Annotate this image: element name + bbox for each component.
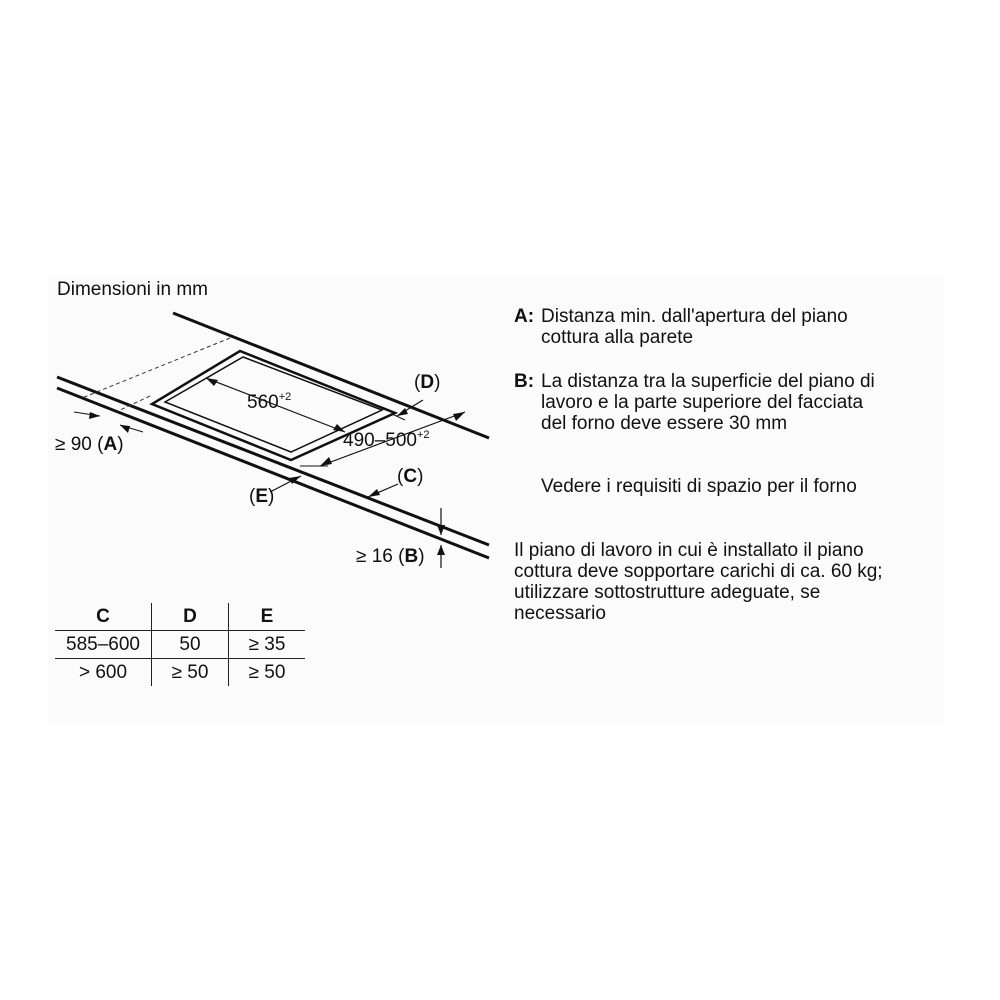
dim-depth-label: $490-500^{+2}$ — [343, 429, 430, 451]
table-cell: 585–600 — [55, 631, 152, 659]
table-header-C: C — [96, 605, 110, 627]
table-cell: ≥ 35 — [229, 631, 306, 659]
table-row — [55, 631, 305, 659]
label-C: (C) — [397, 466, 424, 487]
table-cell: ≥ 50 — [152, 659, 229, 687]
note-A: A: Distanza min. dall'apertura del piano cottura alla parete — [514, 306, 848, 348]
note-oven: Vedere i requisiti di spazio per il forno — [541, 476, 857, 497]
label-D: (D) — [414, 372, 441, 393]
dim-width-label: $560^{+2}$ — [247, 391, 292, 413]
table-header-E: E — [229, 603, 306, 631]
label-A: ≥ 90 (A) — [55, 434, 124, 455]
table-header-D: D — [152, 603, 229, 631]
dimension-table — [55, 603, 305, 686]
note-load: Il piano di lavoro in cui è installato il piano cottura deve sopportare carichi di ca. 60 kg; utilizzare sottostrutture adeguate, se necessario — [514, 540, 883, 624]
table-row — [55, 659, 305, 687]
wall-dashed-line — [82, 338, 230, 398]
worktop-back-edge — [173, 313, 489, 438]
table-header-row — [55, 603, 305, 631]
table-cell: 50 — [152, 631, 229, 659]
table-cell: ≥ 50 — [229, 659, 306, 687]
label-E: (E) — [249, 486, 275, 507]
note-B: B: La distanza tra la superficie del piano di lavoro e la parte superiore del facciata del forno deve essere 30 mm — [514, 371, 875, 434]
diagram-title: Dimensioni in mm — [57, 279, 208, 300]
table-cell: > 600 — [55, 659, 152, 687]
label-B: ≥ 16 (B) — [356, 546, 425, 567]
